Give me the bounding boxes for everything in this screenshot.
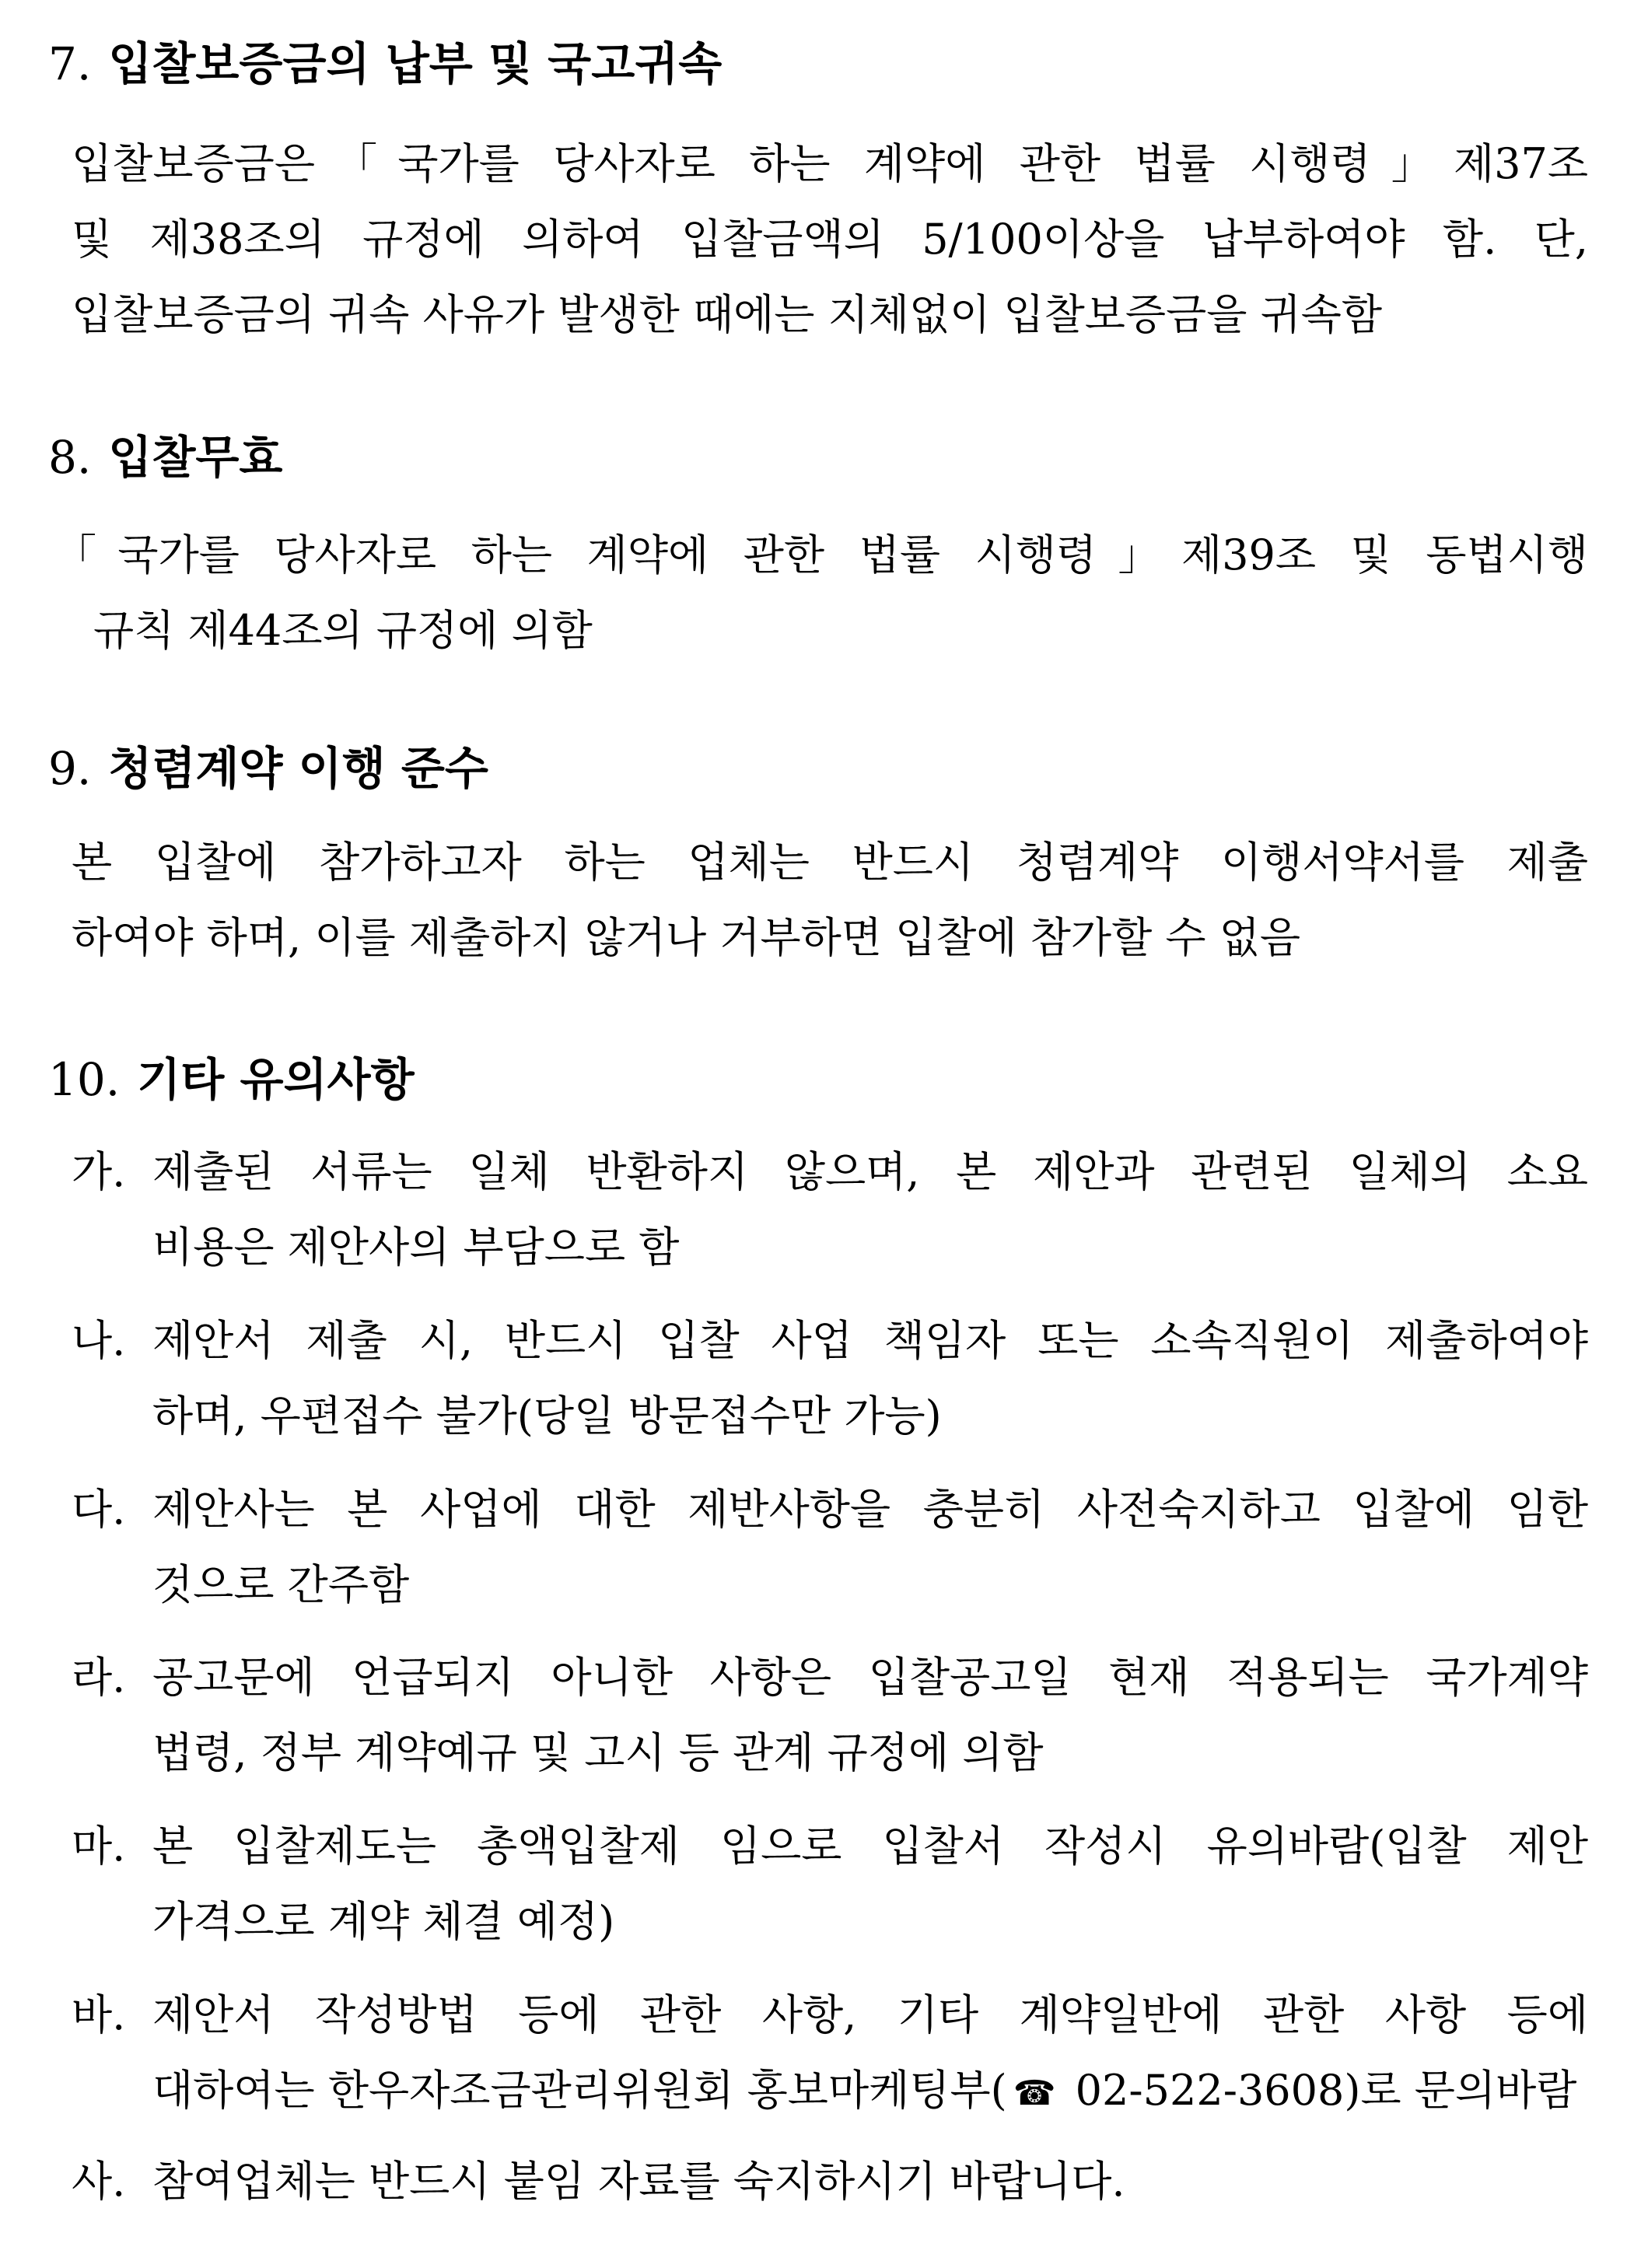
text-line: 규칙 제44조의 규정에 의함: [93, 606, 593, 655]
section-number: 7.: [48, 37, 92, 90]
section-title: 청렴계약 이행 준수: [108, 742, 488, 795]
text-line: 제안서 작성방법 등에 관한 사항, 기타 계약일반에 관한 사항 등에: [152, 1990, 1588, 2039]
list-marker: 다.: [72, 1485, 126, 1534]
section-number: 9.: [48, 742, 92, 795]
list-marker: 사.: [72, 2157, 126, 2206]
text-line: 제출된 서류는 일체 반환하지 않으며, 본 제안과 관련된 일체의 소요: [152, 1147, 1588, 1196]
section-7-heading: [48, 33, 722, 95]
text-line: 참여업체는 반드시 붙임 자료를 숙지하시기 바랍니다.: [152, 2157, 1125, 2206]
list-marker: 마.: [72, 1822, 126, 1871]
list-item-ga: [72, 1134, 1588, 1285]
section-title: 입찰무효: [108, 431, 283, 484]
text-line: 가격으로 계약 체결 예정): [152, 1897, 615, 1946]
section-7-body: [72, 126, 1588, 352]
phone-number: 02-522-3608: [1062, 2066, 1345, 2115]
text-line: 본 입찰제도는 총액입찰제 임으로 입찰서 작성시 유의바람(입찰 제안: [152, 1822, 1588, 1871]
section-9-heading: [48, 737, 488, 800]
list-marker: 바.: [72, 1990, 126, 2039]
text-line: 것으로 간주함: [152, 1560, 410, 1609]
list-item-ra: [72, 1640, 1588, 1790]
list-marker: 나.: [72, 1316, 126, 1365]
list-item-na: [72, 1303, 1588, 1454]
contact-suffix: )로 문의바람: [1344, 2066, 1577, 2115]
list-item-ba: [72, 1977, 1588, 2131]
list-item-ma: [72, 1808, 1588, 1959]
text-line: 하며, 우편접수 불가(당일 방문접수만 가능): [152, 1391, 942, 1440]
section-8-heading: [48, 426, 282, 488]
section-10-heading: [48, 1048, 415, 1111]
list-item-sa: [72, 2144, 1588, 2219]
section-9-body: [72, 824, 1588, 975]
text-line: 입찰보증금은「국가를 당사자로 하는 계약에 관한 법률 시행령」제37조: [72, 139, 1588, 188]
telephone-icon: ☎: [1013, 2074, 1056, 2113]
section-number: 10.: [48, 1053, 121, 1106]
text-line: 공고문에 언급되지 아니한 사항은 입찰공고일 현재 적용되는 국가계약: [152, 1653, 1588, 1702]
text-line: 「국가를 당사자로 하는 계약에 관한 법률 시행령」제39조 및 동법시행: [54, 530, 1588, 579]
text-line: 제안사는 본 사업에 대한 제반사항을 충분히 사전숙지하고 입찰에 임한: [152, 1485, 1588, 1534]
contact-line: [152, 2053, 1588, 2131]
text-line: 입찰보증금의 귀속 사유가 발생한 때에는 지체없이 입찰보증금을 귀속함: [72, 290, 1383, 339]
text-line: 비용은 제안사의 부담으로 함: [152, 1223, 680, 1272]
section-number: 8.: [48, 431, 92, 484]
list-item-da: [72, 1472, 1588, 1622]
section-title: 입찰보증금의 납부 및 국고귀속: [108, 37, 723, 90]
contact-prefix: 대하여는 한우자조금관리위원회 홍보마케팅부(: [152, 2066, 1007, 2115]
text-line: 하여야 하며, 이를 제출하지 않거나 거부하면 입찰에 참가할 수 없음: [72, 913, 1301, 962]
section-title: 기타 유의사항: [137, 1053, 415, 1106]
text-line: 제안서 제출 시, 반드시 입찰 사업 책임자 또는 소속직원이 제출하여야: [152, 1316, 1588, 1365]
text-line: 및 제38조의 규정에 의하여 입찰금액의 5/100이상을 납부하여야 함. 단,: [72, 215, 1588, 264]
list-marker: 라.: [72, 1653, 126, 1702]
text-line: 법령, 정부 계약예규 및 고시 등 관계 규정에 의함: [152, 1728, 1044, 1777]
section-8-body: [54, 517, 1588, 668]
list-marker: 가.: [72, 1147, 126, 1196]
text-line: 본 입찰에 참가하고자 하는 업체는 반드시 청렴계약 이행서약서를 제출: [72, 838, 1588, 887]
